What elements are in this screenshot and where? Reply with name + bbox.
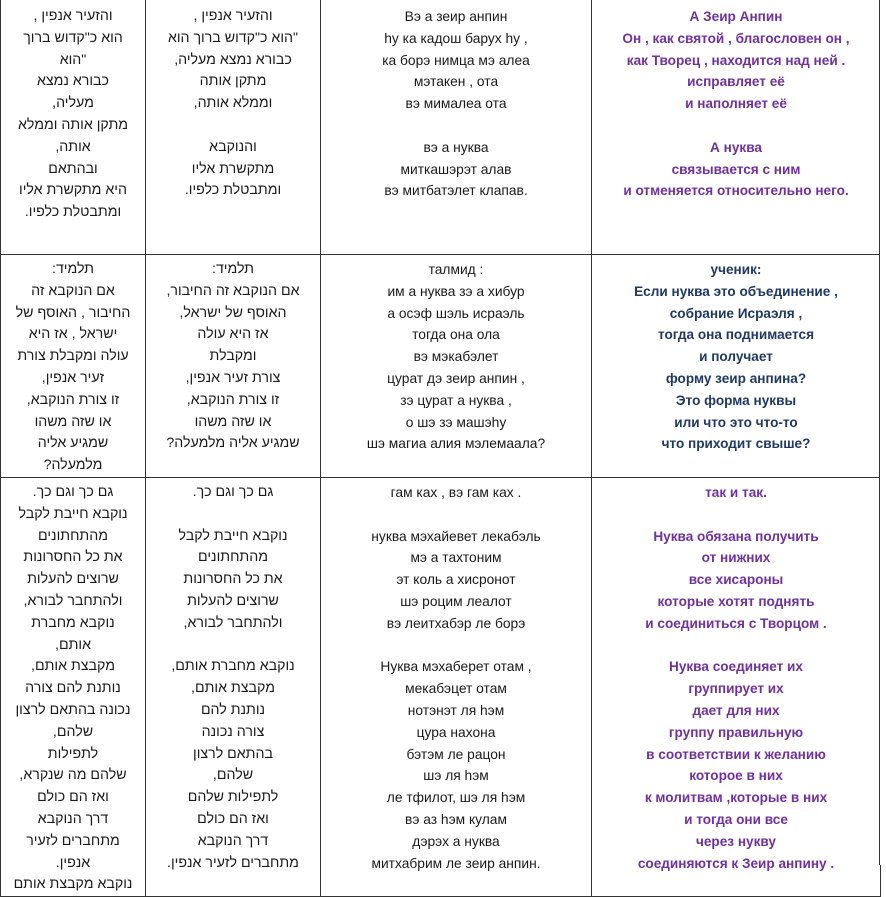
text-line: דרך הנוקבא (197, 832, 269, 849)
text-line: ובהתאם (48, 160, 98, 177)
text-line: А Зеир Анпин (689, 9, 783, 24)
text-line: נותנת להם (200, 701, 266, 718)
text-line: митхабрим ле зеир анпин. (371, 855, 541, 871)
text-line: соединяются к Зеир анпину . (637, 855, 835, 871)
text-line: шэ ля hэм (423, 768, 489, 784)
text-line: שמגיע אליה (37, 435, 109, 452)
text-line: והנוקבא (209, 138, 257, 155)
text-line: миткашэрэт алав (400, 161, 512, 177)
text-line: דרך הנוקבא (37, 810, 109, 827)
text-line: אותה, (55, 138, 91, 155)
text-line (321, 635, 591, 657)
text-line: ולהתחבר לבורא, (183, 614, 283, 631)
text-line: эт коль а хисронот (396, 572, 516, 588)
text-line (592, 635, 880, 657)
text-line: талмид : (428, 262, 484, 277)
text-line: תלמיד: (52, 261, 94, 277)
text-line: тогда она ола (412, 327, 500, 343)
text-line: וממלא אותה, (193, 95, 273, 112)
transliteration-cell (321, 477, 592, 896)
text-line: исправляет её (687, 74, 785, 90)
text-line: מעליה, (52, 95, 94, 112)
text-line: hу ка кадош барух hу , (384, 30, 528, 46)
text-line: שרוצים להעלות (187, 592, 279, 609)
text-line: אז היא עולה (197, 326, 269, 343)
text-line: которые хотят поднять (657, 593, 815, 609)
text-line: дэрэх а нуква (412, 833, 500, 849)
text-line: нуква мэхайевет лекабэль (371, 528, 541, 544)
text-line: לתפילות שלהם (187, 789, 279, 806)
text-line: а осэф шэль исраэль (387, 305, 525, 321)
text-line: Нуква соединяет их (669, 659, 803, 675)
table-row (1, 255, 881, 478)
text-line: так и так. (705, 484, 767, 500)
text-line: и получает (699, 349, 773, 365)
text-line: ומתבטלת כלפיו. (184, 182, 282, 199)
text-line: вэ а нуква (423, 139, 489, 155)
text-line: все хисароны (688, 572, 784, 588)
text-line: נכונה בהתאם לרצון (15, 701, 131, 718)
text-line: Он , как святой , благословен он , (622, 30, 850, 46)
text-line: нотэнэт ля hэм (407, 702, 505, 718)
text-line: מהתחתונים (198, 549, 268, 566)
text-line: ואז הם כולם (37, 789, 109, 806)
text-line: מהתחתונים (38, 527, 108, 544)
table-row (1, 0, 881, 255)
text-line: собрание Исраэля , (669, 305, 803, 321)
text-line: вэ мэкабэлет (413, 349, 499, 365)
text-line: שלהם מה שנקרא, (19, 767, 127, 784)
text-line (146, 504, 320, 526)
text-line: и тогда они все (684, 811, 788, 827)
text-line: אם הנוקבא זה החיבור, (166, 282, 300, 299)
text-line (321, 504, 591, 526)
text-line: או שזה משהו (194, 413, 272, 430)
text-line: זו צורת הנוקבא, (186, 391, 280, 408)
text-line: נוקבא מחברת (31, 614, 115, 631)
text-line (146, 635, 320, 657)
text-line: дает для них (692, 702, 780, 718)
text-line: группирует их (688, 681, 784, 697)
text-line: и соединиться с Творцом . (645, 615, 827, 631)
text-line: מלמעלה? (43, 457, 103, 474)
text-line: עולה ומקבלת צורת (17, 348, 129, 365)
text-line: вэ леитхабэр ле борэ (386, 615, 526, 631)
text-line: ученик: (710, 262, 762, 277)
text-line: אותם, (55, 636, 91, 653)
text-line: נוקבא מחברת אותם, (171, 658, 295, 675)
text-line: Вэ а зеир анпин (404, 9, 508, 24)
text-line: А нуква (710, 139, 762, 155)
text-line: מתקן אותה (199, 73, 267, 90)
text-line: זעיר אנפין, (41, 369, 105, 386)
text-line: как Творец , находится над ней . (626, 52, 846, 68)
text-line: связывается с ним (671, 161, 801, 177)
text-line: что приходит свыше? (661, 436, 811, 452)
text-line: мэтакен , ота (413, 74, 499, 90)
translation-cell (592, 477, 881, 896)
text-line: מתחברים לזעיר אנפין. (167, 854, 299, 871)
next-column-edge (879, 0, 886, 865)
text-line: через нукву (695, 833, 776, 849)
text-line: היא מתקשרת אליו (19, 182, 127, 199)
table-row (1, 477, 881, 896)
text-line: נוקבא מקבצת אותם (13, 876, 133, 893)
text-line: Нуква мэхаберет отам , (380, 659, 532, 675)
text-line: מקבצת אותם, (31, 658, 115, 675)
text-line: тогда она поднимается (657, 327, 815, 343)
text-line: вэ митбатэлет клапав. (384, 183, 528, 199)
hebrew-column-2-cell (146, 477, 321, 896)
text-line: החיבור , האוסף של (15, 304, 131, 321)
text-line: цура нахона (416, 724, 496, 740)
hebrew-column-1-cell (1, 255, 146, 478)
text-line: נותנת להם צורה (25, 680, 121, 697)
text-line: к молитвам ,которые в них (644, 790, 828, 806)
text-line: гам ках , вэ гам ках . (390, 484, 522, 500)
text-line: שרוצים להעלות (27, 571, 119, 588)
text-line: о шэ зэ машэhу (405, 414, 507, 430)
text-line: шэ роцим леалот (400, 593, 512, 609)
text-line: מתקן אותה וממלא (17, 116, 129, 133)
text-line: и отменяется относительно него. (623, 183, 849, 199)
text-line (146, 115, 320, 137)
text-line: נוקבא חייבת לקבל (178, 527, 288, 544)
transliteration-cell (321, 255, 592, 478)
text-line: или что это что-то (674, 414, 798, 430)
text-line: ואז הם כולם (197, 810, 269, 827)
text-line: бэтэм ле рацон (406, 746, 506, 762)
text-line: מתקשרת אליו (191, 160, 275, 177)
text-line: מקבצת אותם, (191, 680, 275, 697)
translation-cell (592, 255, 881, 478)
text-line: ולהתחבר לבורא, (23, 592, 123, 609)
text-line: צורת זעיר אנפין, (185, 369, 281, 386)
text-line: הוא כ"קדוש ברוך (23, 29, 123, 46)
text-line: мэ а тахтоним (410, 550, 502, 566)
text-line: Это форма нуквы (675, 392, 797, 408)
text-line: שלהם, (212, 767, 254, 784)
text-line: את כל החסרונות (183, 571, 283, 588)
text-line: мекабэцет отам (405, 681, 507, 697)
text-line: אם הנוקבא זה (31, 282, 115, 299)
text-line: מתחברים לזעיר (26, 832, 120, 849)
text-line: לתפילות (47, 745, 99, 762)
text-line: "הוא (59, 51, 87, 68)
text-line: ка борэ нимца мэ алеа (382, 52, 530, 68)
text-line: שלהם, (52, 723, 94, 740)
text-line: "הוא כ"קדוש ברוך הוא (167, 29, 299, 46)
text-line: и наполняет её (685, 96, 787, 112)
text-line (592, 115, 880, 137)
text-line: шэ магиа алия мэлемаала? (366, 436, 546, 452)
text-line: תלמיד: (212, 261, 254, 277)
text-line: צורה נכונה (201, 723, 265, 740)
text-line: Нуква обязана получить (653, 528, 819, 544)
text-line: והזעיר אנפין , (193, 8, 273, 24)
hebrew-column-2-cell (146, 0, 321, 255)
transliteration-cell (321, 0, 592, 255)
text-line: זו צורת הנוקבא, (26, 391, 120, 408)
text-line: בהתאם לרצון (193, 745, 273, 762)
hebrew-column-2-cell (146, 255, 321, 478)
text-line (592, 504, 880, 526)
text-line: ומקבלת (209, 348, 257, 365)
text-line: כבורא נמצא (37, 73, 109, 90)
text-line: Если нуква это объединение , (634, 283, 838, 299)
hebrew-column-1-cell (1, 0, 146, 255)
text-line: ле тфилот, шэ ля hэм (386, 790, 526, 806)
text-line: зэ цурат а нуква , (400, 392, 512, 408)
text-line: им а нуква зэ а хибур (387, 283, 525, 299)
text-line: от нижних (701, 550, 771, 566)
text-line: вэ мималеа ота (405, 96, 507, 112)
text-line: והזעיר אנפין , (33, 8, 113, 24)
text-line: שמגיע אליה מלמעלה? (166, 435, 300, 452)
text-line: כבורא נמצא מעליה, (174, 51, 292, 68)
text-line: גם כך וגם כך. (32, 483, 114, 500)
text-line: את כל החסרונות (23, 549, 123, 566)
text-line: ומתבטלת כלפיו. (24, 204, 122, 221)
text-line: форму зеир анпина? (665, 370, 807, 386)
text-line: цурат дэ зеир анпин , (387, 370, 525, 386)
text-line: вэ аз hэм кулам (405, 811, 507, 827)
text-line: ישראל , אז היא (28, 326, 118, 343)
text-line: в соответствии к желанию (646, 746, 826, 762)
text-line: גם כך וגם כך. (192, 483, 274, 500)
translation-cell (592, 0, 881, 255)
text-line (321, 115, 591, 137)
hebrew-column-1-cell (1, 477, 146, 896)
text-line: которое в них (689, 768, 783, 784)
text-line: נוקבא חייבת לקבל (18, 505, 128, 522)
text-line: группу правильную (668, 724, 804, 740)
text-line: או שזה משהו (34, 413, 112, 430)
text-line: האוסף של ישראל, (179, 304, 287, 321)
text-line: אנפין. (55, 854, 91, 871)
